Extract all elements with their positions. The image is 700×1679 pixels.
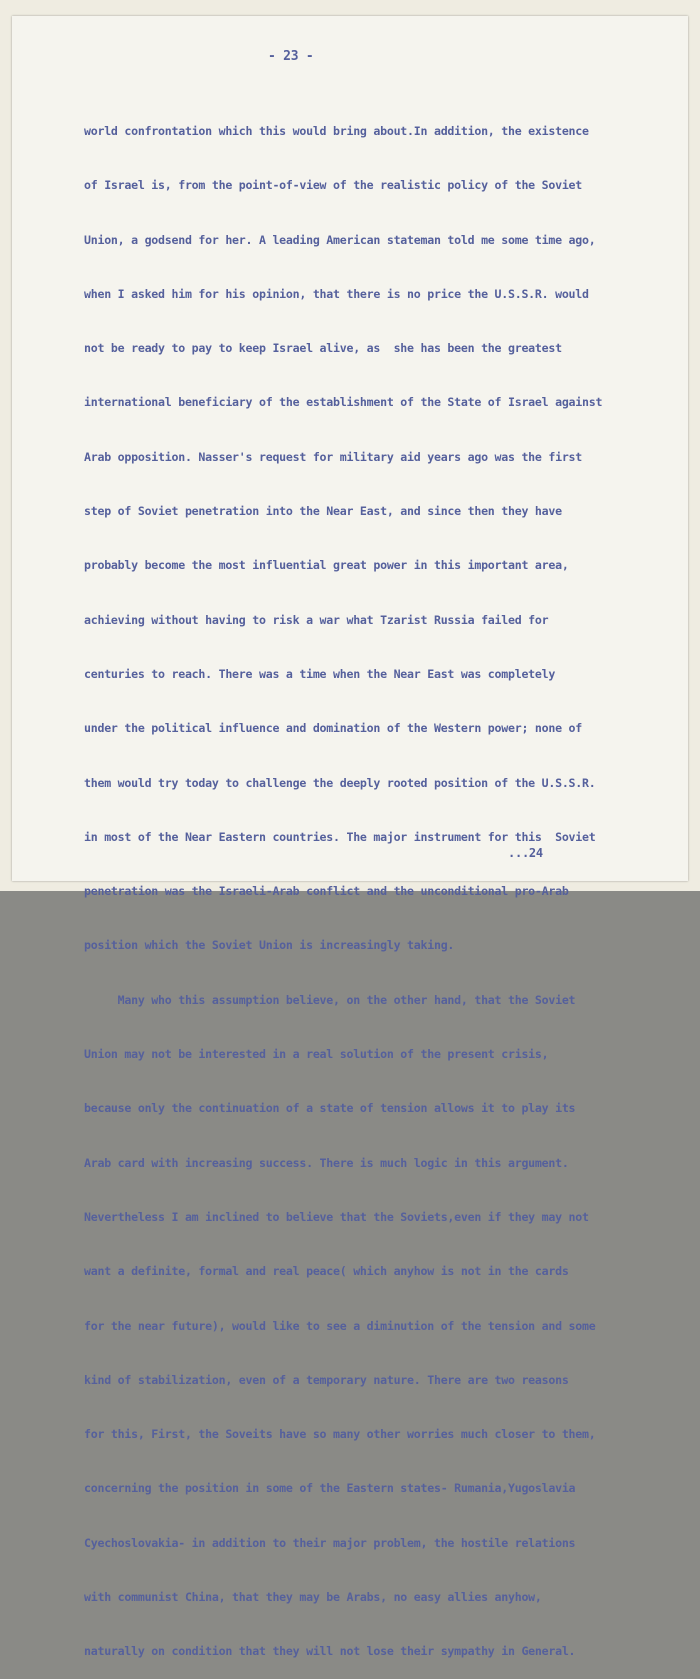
text-line: want a definite, formal and real peace( which anyhow is not in the cards [84, 1264, 569, 1279]
text-line: Union may not be interested in a real solution of the present crisis, [84, 1047, 549, 1062]
text-line: them would try today to challenge the deeply rooted position of the U.S.S.R. [84, 775, 596, 790]
text-line: for the near future), would like to see a diminution of the tension and some [84, 1318, 596, 1333]
text-line: under the political influence and domination of the Western power; none of [84, 721, 583, 736]
text-line: achieving without having to risk a war what Tzarist Russia failed for [84, 612, 549, 627]
text-line: concerning the position in some of the Eastern states- Rumania,Yugoslavia [84, 1481, 576, 1496]
continuation-marker: ...24 [508, 846, 543, 860]
text-line: Union, a godsend for her. A leading American stateman told me some time ago, [84, 232, 596, 247]
text-line: in most of the Near Eastern countries. The major instrument for this Soviet [84, 829, 596, 844]
text-line: of Israel is, from the point-of-view of the realistic policy of the Soviet [84, 178, 583, 193]
text-line: centuries to reach. There was a time when the Near East was completely [84, 666, 556, 681]
text-line: for this, First, the Soveits have so many other worries much closer to them, [84, 1427, 596, 1442]
text-line: probably become the most influential great power in this important area, [84, 558, 569, 573]
text-line: naturally on condition that they will not lose their sympathy in General. [84, 1644, 576, 1659]
text-line: international beneficiary of the establishment of the State of Israel against [84, 395, 603, 410]
text-line: kind of stabilization, even of a temporary nature. There are two reasons [84, 1372, 569, 1387]
text-line: because only the continuation of a state of tension allows it to play its [84, 1101, 576, 1116]
text-line: not be ready to pay to keep Israel alive, as she has been the greatest [84, 341, 562, 356]
text-line: Nevertheless I am inclined to believe that the Soviets,even if they may not [84, 1209, 589, 1224]
text-line: step of Soviet penetration into the Near East, and since then they have [84, 504, 562, 519]
text-line: Arab card with increasing success. There is much logic in this argument. [84, 1155, 569, 1170]
text-line: Cyechoslovakia- in addition to their major problem, the hostile relations [84, 1535, 576, 1550]
page-number: - 23 - [268, 49, 314, 64]
text-line: when I asked him for his opinion, that there is no price the U.S.S.R. would [84, 286, 589, 301]
text-line: penetration was the Israeli-Arab conflict and the unconditional pro-Arab [84, 884, 569, 899]
body-text [84, 90, 602, 1679]
text-line: Many who this assumption believe, on the other hand, that the Soviet [84, 992, 576, 1007]
text-line: with communist China, that they may be Arabs, no easy allies anyhow, [84, 1590, 542, 1605]
text-line: world confrontation which this would bring about.In addition, the existence [84, 124, 589, 138]
text-line: position which the Soviet Union is increasingly taking. [84, 938, 455, 953]
text-line: Arab opposition. Nasser's request for military aid years ago was the first [84, 449, 583, 464]
